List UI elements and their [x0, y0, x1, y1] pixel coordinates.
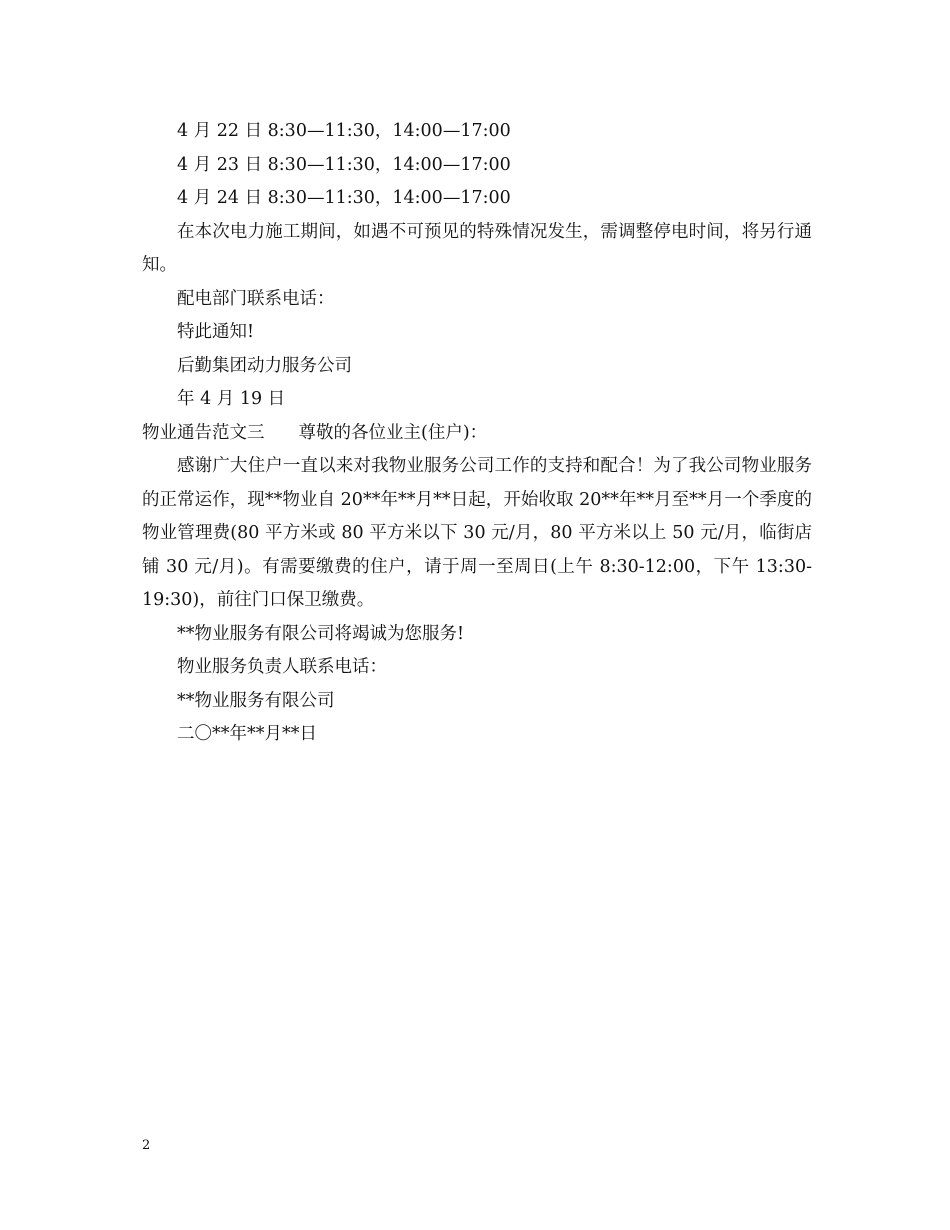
- schedule-line-apr-22: 4 月 22 日 8:30—11:30，14:00—17:00: [177, 121, 511, 141]
- section-title: 物业通告范文三: [142, 422, 265, 443]
- schedule-line-apr-23: 4 月 23 日 8:30—11:30，14:00—17:00: [177, 154, 511, 175]
- final-date: 二〇**年**月**日: [177, 724, 317, 744]
- service-line: **物业服务有限公司将竭诚为您服务!: [177, 623, 465, 644]
- contact-line: 配电部门联系电话：: [177, 288, 335, 309]
- document-body: [142, 115, 812, 752]
- page-number: 2: [142, 1138, 151, 1153]
- issuer-line: 后勤集团动力服务公司: [177, 355, 352, 376]
- notice-paragraph: 在本次电力施工期间，如遇不可预见的特殊情况发生，需调整停电时间，将另行通知。: [142, 221, 812, 275]
- schedule-line-apr-24: 4 月 24 日 8:30—11:30，14:00—17:00: [177, 188, 511, 208]
- section-heading-line: [142, 417, 812, 451]
- manager-contact-line: 物业服务负责人联系电话：: [177, 657, 387, 677]
- issue-date: 年 4 月 19 日: [177, 389, 286, 409]
- closing-line: 特此通知!: [177, 322, 255, 342]
- salutation: 尊敬的各位业主(住户)：: [298, 422, 488, 443]
- body-paragraph: 感谢广大住户一直以来对我物业服务公司工作的支持和配合！为了我公司物业服务的正常运作，现**物业自 20**年**月**日起，开始收取 20**年**月至**月一个季度的物业管理费(80 平方米或 80 平方米以下 30 元/月，80 平方米以上 50 元/月，临街店铺 30 元/月)。有需要缴费的住户，请于周一至周日(上午 8:30-12:00，下午 13:30-19:30)，前往门口保卫缴费。: [142, 456, 812, 610]
- company-line: **物业服务有限公司: [177, 690, 335, 711]
